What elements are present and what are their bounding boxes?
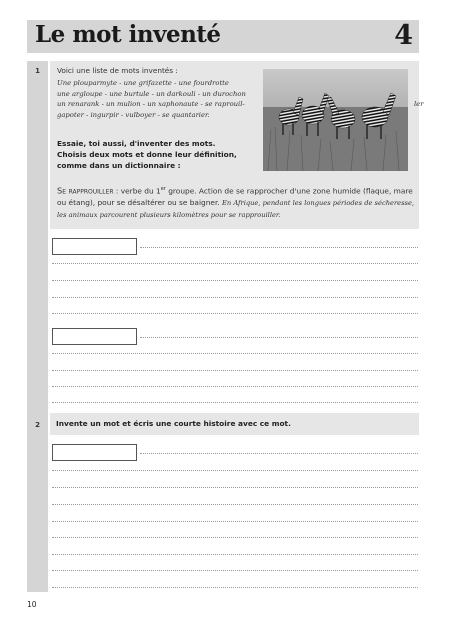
definition-line[interactable] [52,402,418,403]
definition-line[interactable] [52,386,418,387]
exercise-2-number: 2 [35,421,40,429]
chapter-number: 4 [394,20,413,51]
definition-line[interactable] [52,280,418,281]
story-line[interactable] [52,570,418,571]
story-line[interactable] [52,470,418,471]
instruction-line: comme dans un dictionnaire : [57,161,181,170]
story-line[interactable] [52,504,418,505]
definition-line[interactable] [52,263,418,264]
invented-word-box-3[interactable] [52,444,137,461]
definition-line[interactable] [140,247,418,248]
word-line: gapoter - ingurpir - vulboyer - se quantarier. [57,110,210,119]
exercise-2-sidebar [27,413,48,591]
story-line[interactable] [52,487,418,488]
definition-text: groupe. Action de se rapprocher d'une zone humide (flaque, mare ou étang), pour se désaltérer ou se baigner. [57,186,413,208]
exercise-2-instruction: Invente un mot et écris une courte histoire avec ce mot. [56,419,291,428]
definition-text: : verbe du 1 [113,186,161,196]
story-line[interactable] [140,453,418,454]
definition-line[interactable] [52,313,418,314]
example-definition [57,183,417,221]
definition-line[interactable] [52,370,418,371]
story-line[interactable] [52,587,418,588]
definition-line[interactable] [52,297,418,298]
definition-superscript: er [160,186,166,192]
word-line: Une plouparmyte - une grifazette - une fourdrotte [57,79,229,87]
instruction-line: Choisis deux mots et donne leur définition, [57,150,237,159]
definition-line[interactable] [52,353,418,354]
invented-word-box-1[interactable] [52,238,137,255]
word-line: une argloupe - une burtule - un darkouli - un durochon [57,89,246,98]
page-number: 10 [27,600,37,609]
definition-term: Se rapprouiller [57,185,114,196]
story-line[interactable] [52,554,418,555]
invented-word-box-2[interactable] [52,328,137,345]
story-line[interactable] [52,521,418,522]
exercise-1-number: 1 [35,67,40,75]
story-line[interactable] [52,537,418,538]
exercise-1-instructions [57,138,237,171]
word-fragment: ler [414,100,424,108]
word-line: un renarank - un mulion - un xaphonaute - se raprouil- [57,100,245,109]
page-title: Le mot inventé [35,21,221,48]
zebras-illustration [263,69,408,171]
definition-example: En Afrique, pendant les longues périodes de sécheresse, les animaux parcourent plusieurs kilomètres pour se rapprouiller. [57,199,415,220]
exercise-1-intro: Voici une liste de mots inventés : [57,66,178,75]
zebras-photo [263,69,408,171]
instruction-line: Essaie, toi aussi, d'inventer des mots. [57,139,216,148]
chapter-header [27,20,419,53]
definition-line[interactable] [140,337,418,338]
